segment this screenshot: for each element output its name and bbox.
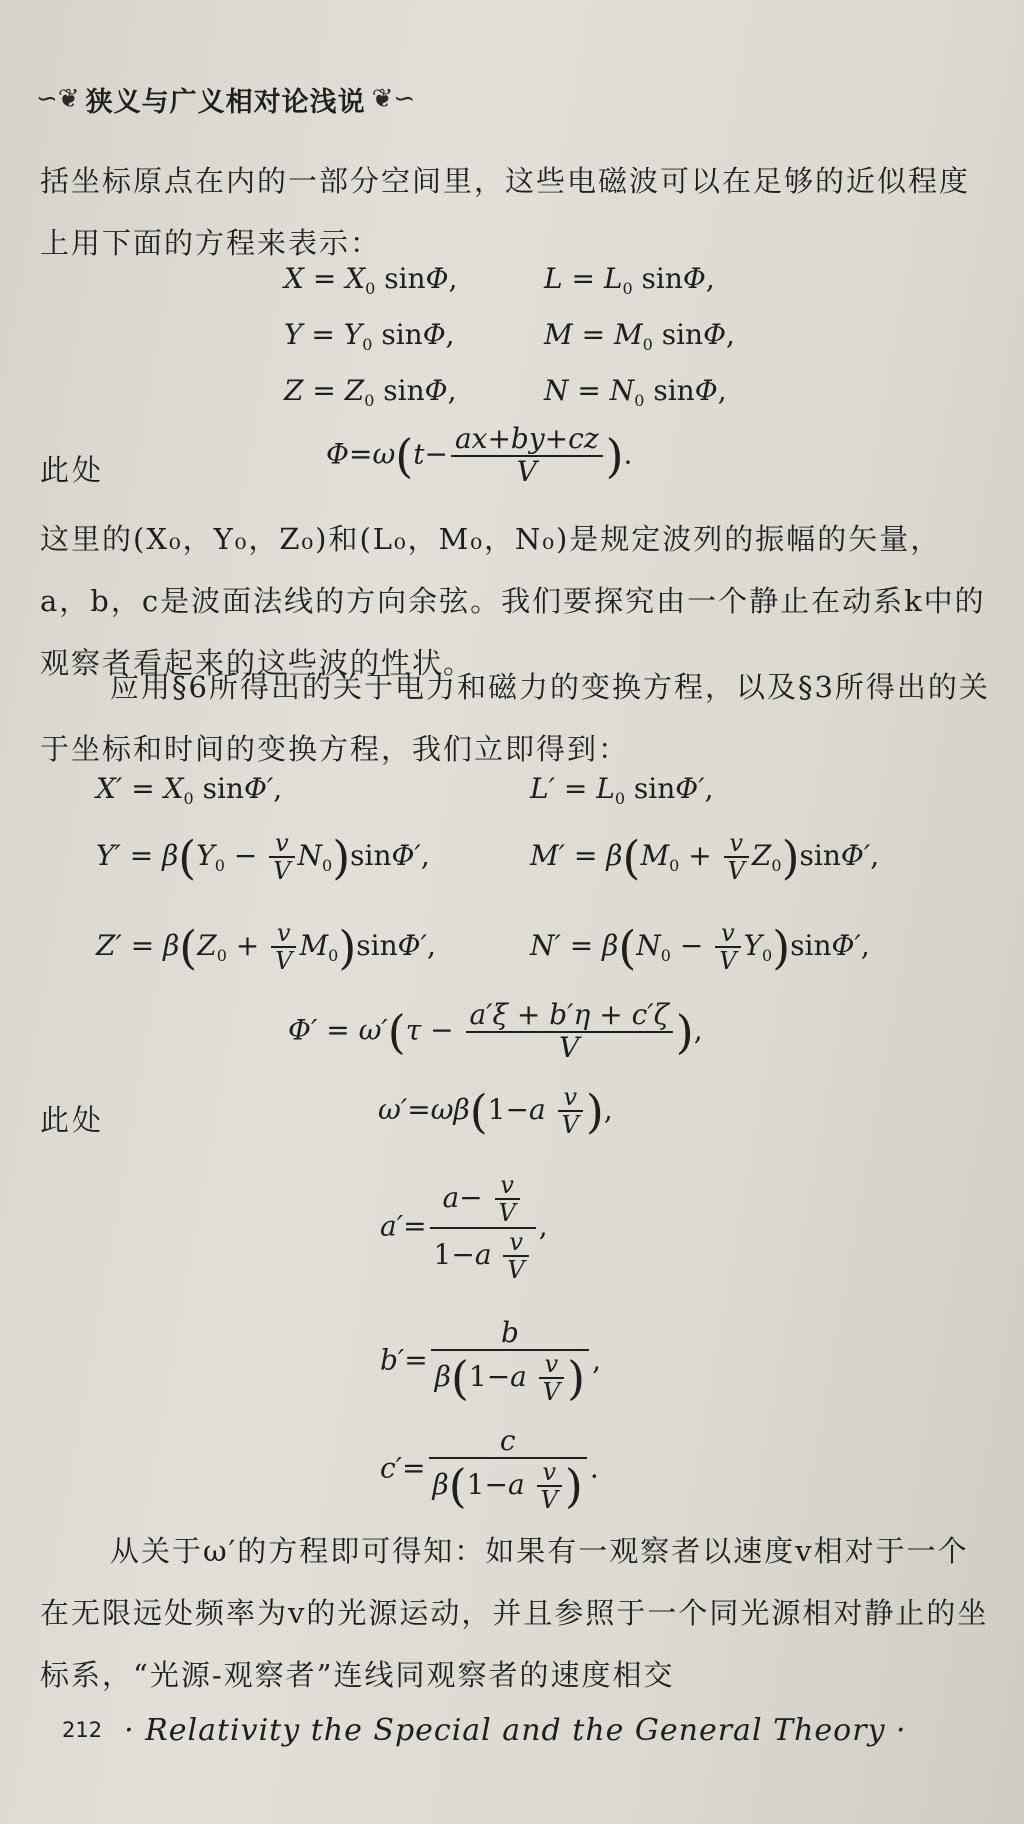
equation-phi-prime: Φ′ = ω′(τ − $\frac{a'\xi + b'\eta + c'\zeta}{V}$ ), [288, 998, 703, 1064]
equation-n-prime: $N' = \beta(N_0$ − $\frac{v}{V}$ $Y_0)\sin\Phi'$, [530, 919, 870, 976]
equation-y-prime: $Y' = \beta(Y_0$ − $\frac{v}{V}$ $N_0)\sin\Phi'$, [96, 829, 430, 886]
book-title: 狭义与广义相对论浅说 [85, 86, 366, 118]
equation-l-prime: $L' = L_0$ sinΦ′, [530, 772, 714, 808]
equation-x: $X = X_0$ sinΦ, [284, 262, 458, 298]
paragraph-transform: 应用§6所得出的关于电力和磁力的变换方程，以及§3所得出的关于坐标和时间的变换方程，我们立即得到： [40, 670, 990, 766]
equation-c-prime: c′= c β(1−a $\frac{v}{V}$ ) . [380, 1424, 599, 1515]
equation-phi: Φ=ω(t− $\frac{ax+by+cz}{V}$ ). [326, 422, 633, 488]
running-footer [62, 1700, 962, 1760]
flourish-left-ornament: ∽❦ [36, 84, 80, 114]
equation-y: $Y = Y_0$ sinΦ, [284, 318, 455, 354]
equation-a-prime: a′= a− $\frac{v}{V}$ 1−a $\frac{v}{V}$ , [380, 1171, 548, 1285]
running-header [36, 74, 496, 124]
equation-z: $Z = Z_0$ sinΦ, [284, 374, 457, 410]
equation-b-prime: b′= b β(1−a $\frac{v}{V}$ ) , [380, 1316, 601, 1407]
page-number: 212 [62, 1718, 103, 1742]
equation-z-prime: $Z' = \beta(Z_0$ + $\frac{v}{V}$ $M_0)\sin\Phi'$, [96, 919, 436, 976]
label-here-1: 此处 [40, 453, 105, 487]
equation-m-prime: $M' = \beta(M_0$ + $\frac{v}{V}$ $Z_0)\sin\Phi'$, [530, 829, 880, 886]
paragraph-amplitude: 这里的(X₀，Y₀，Z₀)和(L₀，M₀，N₀)是规定波列的振幅的矢量，a，b，c是波面法线的方向余弦。我们要探究由一个静止在动系k中的观察者看起来的这些波的性状。 [40, 522, 986, 680]
equation-omega-prime: ω′=ωβ(1−a $\frac{v}{V}$ ), [378, 1083, 613, 1140]
equation-x-prime: $X' = X_0$ sinΦ′, [96, 772, 283, 808]
paragraph-intro: 括坐标原点在内的一部分空间里，这些电磁波可以在足够的近似程度上用下面的方程来表示： [40, 164, 971, 260]
equation-n: $N = N_0$ sinΦ, [544, 374, 727, 410]
paragraph-doppler: 从关于ω′的方程即可得知：如果有一观察者以速度v相对于一个在无限远处频率为v的光源运动，并且参照于一个同光源相对静止的坐标系，“光源-观察者”连线同观察者的速度相交 [40, 1534, 989, 1692]
equation-l: $L = L_0$ sinΦ, [544, 262, 715, 298]
flourish-right-ornament: ❦∽ [371, 84, 416, 114]
equation-m: $M = M_0$ sinΦ, [544, 318, 735, 354]
footer-book-title: · Relativity the Special and the General Theory · [124, 1712, 907, 1748]
label-here-2: 此处 [40, 1103, 105, 1137]
